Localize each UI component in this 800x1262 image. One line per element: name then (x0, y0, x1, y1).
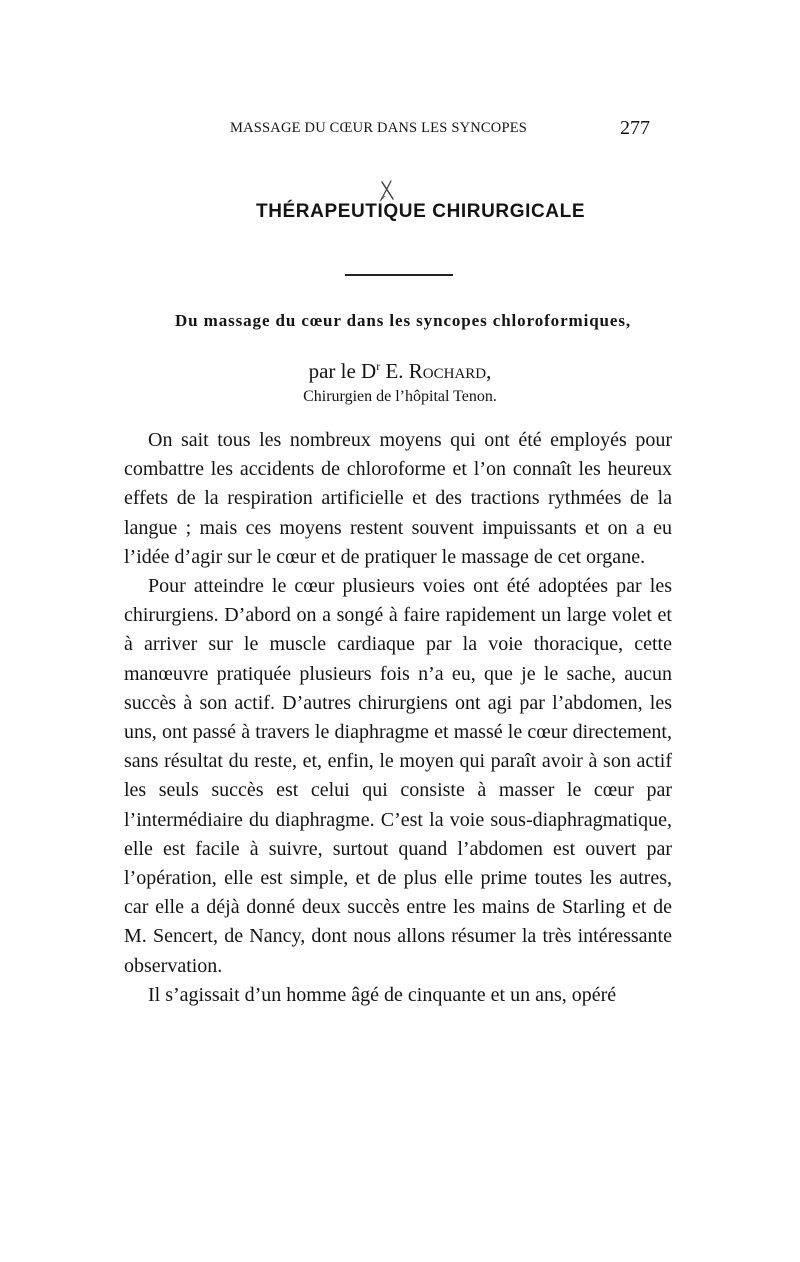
paragraph: On sait tous les nombreux moyens qui ont été employés pour combattre les accidents de chloroforme et l’on connaît les heureux effets de la respiration artificielle et des tractions rythmées de la langue ; mais ces moyens restent souvent impuissants et on a eu l’idée d’agir sur le cœur et de pratiquer le massage de cet organe. (124, 429, 672, 568)
article-title: Du massage du cœur dans les syncopes chloroformiques, (174, 311, 632, 330)
byline-initial: E. (385, 359, 404, 383)
byline-title-superscript: r (376, 359, 381, 373)
section-title: THÉRAPEUTIQUE CHIRURGICALE (256, 201, 586, 222)
byline-surname: Rochard, (408, 359, 492, 383)
page-number: 277 (620, 117, 650, 139)
title-rule (345, 274, 453, 276)
body-text (124, 426, 672, 1010)
paragraph: Il s’agissait d’un homme âgé de cinquante et un ans, opéré (148, 983, 617, 1006)
byline-prefix: par le D (308, 359, 377, 383)
author-affiliation: Chirurgien de l’hôpital Tenon. (303, 388, 497, 405)
running-head: MASSAGE DU CŒUR DANS LES SYNCOPES (230, 120, 528, 136)
paragraph: Pour atteindre le cœur plusieurs voies ont été adoptées par les chirurgiens. D’abord on a songé à faire rapidement un large volet et à arriver sur le muscle cardiaque par la voie thoracique, cette manœuvre pratiquée plusieurs fois n’a eu, que je le sache, aucun succès à son actif. D’autres chirurgiens ont agi par l’abdomen, les uns, ont passé à travers le diaphragme et massé le cœur directement, sans résultat du reste, et, enfin, le moyen qui paraît avoir à son actif les seuls succès est celui qui consiste à masser le cœur par l’intermédiaire du diaphragme. C’est la voie sous-diaphragmatique, elle est facile à suivre, surtout quand l’abdomen est ouvert par l’opération, elle est simple, et de plus elle prime toutes les autres, car elle a déjà donné deux succès entre les mains de Starling et de M. Sencert, de Nancy, dont nous allons résumer la très intéressante observation. (124, 575, 672, 977)
handwritten-cross-mark (376, 178, 398, 202)
byline (0, 359, 800, 384)
